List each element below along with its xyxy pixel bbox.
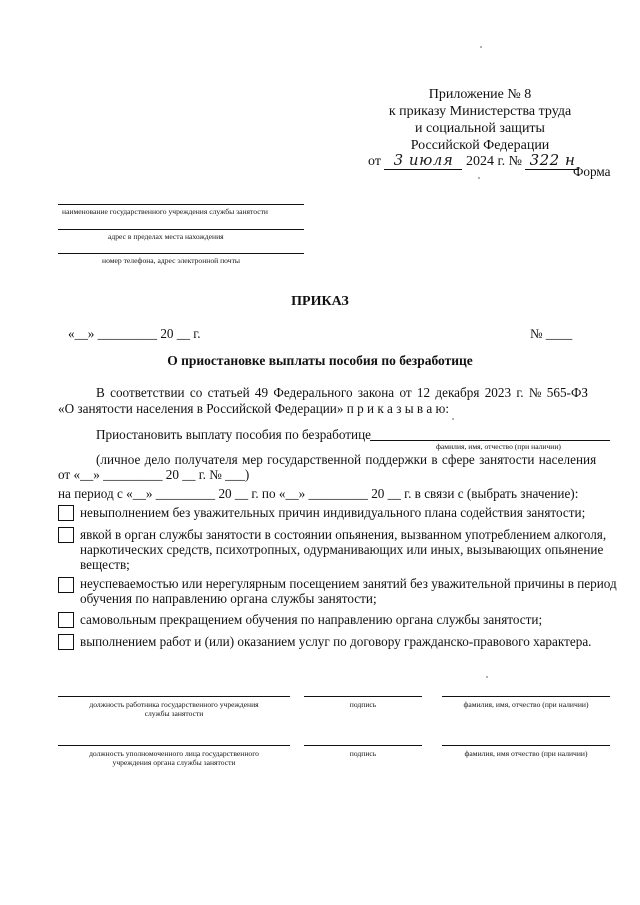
scan-speck (486, 676, 488, 678)
institution-name-caption: наименование государственного учреждения службы занятости (62, 207, 268, 216)
form-label: Форма (573, 164, 611, 179)
signature-1-name-caption: фамилия, имя, отчество (при наличии) (463, 700, 589, 709)
address-caption: адрес в пределах места нахождения (108, 232, 224, 241)
contacts-caption: номер телефона, адрес электронной почты (102, 256, 241, 265)
intro-line-1: В соответствии со статьей 49 Федерального закона от 12 декабря 2023 г. № 565-ФЗ (96, 385, 588, 400)
signature-1-sign-caption: подпись (349, 700, 377, 709)
intro-line-2: «О занятости населения в Российской Федерации» п р и к а з ы в а ю: (58, 401, 450, 416)
signature-2-name-caption: фамилия, имя отчество (при наличии) (464, 749, 588, 758)
scan-speck (452, 418, 454, 420)
signature-2-position-line (58, 745, 290, 746)
handwritten-number: 322 н (525, 152, 579, 170)
appendix-line-3: и социальной защиты (415, 121, 545, 136)
signature-2-name-line (442, 745, 610, 746)
signature-1-position-line (58, 696, 290, 697)
signature-2-sign-line (304, 745, 422, 746)
period-line: на период с «__» _________ 20 __ г. по «__» _________ 20 __ г. в связи с (выбрать значение): (58, 486, 579, 501)
signature-1-sign-line (304, 696, 422, 697)
appendix-title: Приложение № 8 (428, 87, 532, 102)
option-3-line-2: обучения по направлению органа службы занятости; (80, 591, 377, 606)
date-prefix: от (368, 154, 381, 169)
option-checkbox-4[interactable] (58, 612, 74, 628)
scan-speck (478, 177, 480, 179)
handwritten-date: 3 июля (384, 152, 462, 170)
appendix-block (360, 86, 600, 154)
option-4-text: самовольным прекращением обучения по направлению органа службы занятости; (80, 612, 543, 627)
option-checkbox-2[interactable] (58, 527, 74, 543)
order-number-field: № ____ (530, 326, 573, 341)
appendix-date-row (368, 152, 579, 170)
option-2-line-3: веществ; (80, 557, 130, 572)
option-checkbox-5[interactable] (58, 634, 74, 650)
contacts-line (58, 253, 304, 254)
option-1-text: невыполнением без уважительных причин индивидуального плана содействия занятости; (80, 505, 586, 520)
institution-name-line (58, 204, 304, 205)
date-year: 2024 г. № (465, 154, 522, 169)
signature-1-position-caption: должность работника государственного учреждения службы занятости (89, 700, 259, 718)
option-3-line-1: неуспеваемостью или нерегулярным посещением занятий без уважительной причины в период (80, 576, 617, 591)
fio-caption: фамилия, имя, отчество (при наличии) (436, 442, 561, 451)
scan-speck (480, 46, 482, 48)
case-line-2: от «__» _________ 20 __ г. № ___) (58, 467, 250, 482)
appendix-line-2: к приказу Министерства труда (388, 104, 572, 119)
address-line (58, 229, 304, 230)
case-line-1: (личное дело получателя мер государственной поддержки в сфере занятости населения (96, 452, 597, 467)
signature-1-name-line (442, 696, 610, 697)
document-title: ПРИКАЗ (291, 294, 349, 309)
option-2-line-1: явкой в орган службы занятости в состоянии опьянения, вызванном употреблением алкоголя, (80, 527, 607, 542)
signature-2-sign-caption: подпись (349, 749, 377, 758)
document-subject: О приостановке выплаты пособия по безработице (167, 353, 473, 368)
fio-line (370, 440, 610, 441)
order-date-field: «__» _________ 20 __ г. (68, 326, 201, 341)
order-text: Приостановить выплату пособия по безработице (96, 427, 372, 442)
option-5-text: выполнением работ и (или) оказанием услуг по договору гражданско-правового характера. (80, 634, 592, 649)
option-checkbox-3[interactable] (58, 577, 74, 593)
option-2-line-2: наркотических средств, психотропных, одурманивающих или иных, вызывающих опьянение (80, 542, 604, 557)
appendix-line-4: Российской Федерации (410, 138, 550, 153)
option-checkbox-1[interactable] (58, 505, 74, 521)
signature-2-position-caption: должность уполномоченного лица государственного учреждения органа службы занятости (89, 749, 259, 767)
